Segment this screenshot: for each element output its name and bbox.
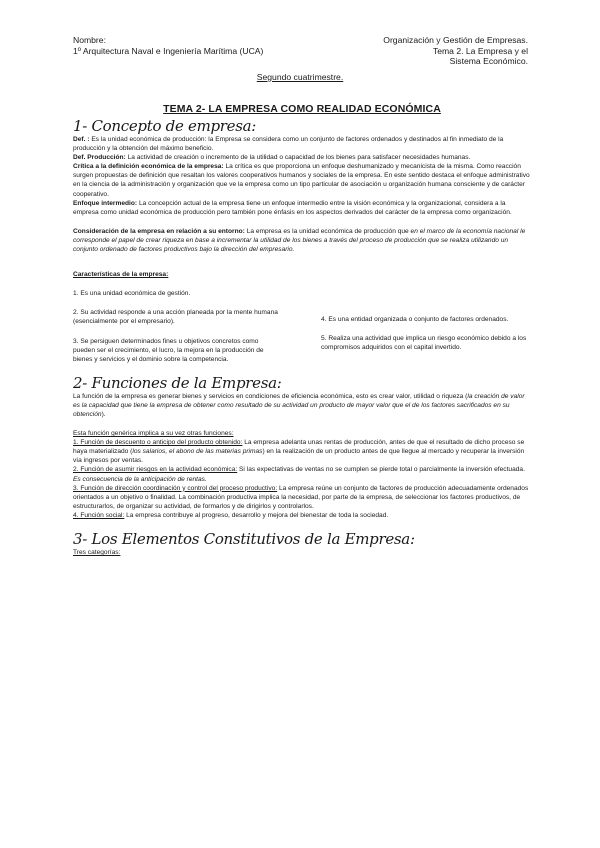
funciones-subtitle: Esta función genérica implica a su vez otras funciones: [73,430,234,438]
section2-title: 2- Funciones de la Empresa: [73,373,282,392]
funcion4-label: 4. Función social: [73,511,125,519]
def2-paragraph [73,153,531,162]
enfoque-text: La concepción actual de la empresa tiene un enfoque intermedio entre la visión económica y la organizacional, considera a la empresa como unidad económica de producción pero también pone énfasis en los aspectos derivados del carácter de la empresa como organización. [73,199,512,216]
funcion1-italic: los salarios, el abono de las materias primas [132,448,263,456]
funciones-intro [73,392,531,419]
funcion2-paragraph [73,465,531,483]
header-semester: Segundo cuatrimestre. [256,72,344,82]
consideracion-paragraph [73,227,531,254]
funcion2-italic: Es consecuencia de la anticipación de rentas. [73,475,207,483]
funcion3-label: 3. Función de dirección coordinación y control del proceso productivo: [73,484,278,492]
enfoque-label: Enfoque intermedio: [73,199,138,207]
header-topic-cont: Sistema Económico. [449,56,528,66]
funcion3-text: La empresa reúne un conjunto de factores de producción adecuadamente ordenados orientados a un objetivo o finalidad. La combinación productiva implica la necesidad, por parte de la empresa, de seleccionar los factores productivos, de estructurarlos, de organizar su actividad, de formarlos y de dirigirlos y controlarlos. [73,484,529,510]
caracteristicas-title: Características de la empresa: [73,271,169,279]
caracteristicas-left [73,289,279,374]
funcion2-text: Si las expectativas de ventas no se cumplen se pierde total o parcialmente la inversión efectuada. [237,466,525,474]
critica-label: Crítica a la definición económica de la empresa: [73,163,224,171]
caracteristica-item: 4. Es una entidad organizada o conjunto de factores ordenados. [321,316,509,324]
def1-paragraph [73,135,531,153]
funciones-intro-end: ). [101,410,106,418]
critica-paragraph [73,162,531,198]
section3-title: 3- Los Elementos Constitutivos de la Empresa: [73,530,415,548]
funcion3-paragraph [73,484,531,511]
funcion2-label: 2. Función de asumir riesgos en la actividad económica: [73,466,238,474]
critica-text: La crítica es que proporciona un enfoque deshumanizado y mecanicista de la misma. Como reacción surgen propuestas de definición que resaltan los valores cooperativos humanos y sociales de la empresa. En este sentido destaca el enfoque administrativo en la ciencia de la administración y organización que ve la empresa como un tipo particular de asociación u organización humana consciente y de carácter cooperativo. [73,163,530,198]
funcion4-text: La empresa contribuye al progreso, desarrollo y mejora del bienestar de toda la sociedad. [124,511,389,519]
funcion1-paragraph [73,438,531,465]
def1-label: Def. : [73,136,90,143]
funcion4-paragraph [73,511,531,520]
funcion1-end: ) en la realización de un producto antes de que llegue al mercado y recuperar la inversión vía ingresos por ventas. [73,448,525,465]
section3-subtitle: Tres categorías: [73,549,121,556]
funciones-intro-italic: la creación de valor es la capacidad que tiene la empresa de obtener como resultado de su actividad un producto de mayor valor que el de los factores sacrificados en su obtención [73,392,525,418]
funciones-intro-text: La función de la empresa es generar bienes y servicios en condiciones de eficiencia económica, esto es crear valor, utilidad o riqueza ( [73,392,468,400]
header-left [73,35,263,56]
caracteristica-item: 5. Realiza una actividad que implica un riesgo económico debido a los compromisos adquiridos con el capital invertido. [321,335,527,352]
header-course: 1º Arquitectura Naval e Ingeniería Marítima (UCA) [73,45,264,56]
header-right [383,35,528,67]
header-name-label: Nombre: [73,35,106,45]
consideracion-italic: en el marco de la economía nacional le corresponde el papel de crear riqueza en base a incrementar la utilidad de los bienes a través del proceso de producción que se realiza utilizando un conjunto ordenado de factores productivos bajo la dirección del empresario. [73,227,526,254]
section1-title: 1- Concepto de empresa: [73,117,257,135]
header-subject: Organización y Gestión de Empresas. [383,35,528,45]
funcion1-label: 1. Función de descuento o anticipo del producto obtenido: [73,439,243,447]
consideracion-text: La empresa es la unidad económica de producción que [244,227,411,235]
caracteristica-item: 3. Se persiguen determinados fines u objetivos concretos como pueden ser el crecimiento, el lucro, la mejora en la producción de bienes y servicios y el dominio sobre la competencia. [73,337,264,363]
caracteristicas-right [321,289,531,374]
funcion1-text: La empresa adelanta unas rentas de producción, antes de que el resultado de dicho proceso se haya materializado ( [73,439,525,456]
consideracion-label: Consideración de la empresa en relación a su entorno: [73,227,245,235]
def1-text: Es la unidad económica de producción: la Empresa se considera como un conjunto de factores ordenados y destinados al fin inmediato de la producción y la obtención del máximo beneficio. [73,136,504,153]
header-topic: Tema 2. La Empresa y el [432,45,528,56]
caracteristica-item: 2. Su actividad responde a una acción planeada por la mente humana (esencialmente por el empresario). [73,309,278,326]
def2-text: La actividad de creación o incremento de la utilidad o capacidad de los bienes para satisfacer necesidades humanas. [125,154,471,162]
caracteristica-item: 1. Es una unidad económica de gestión. [73,290,191,298]
main-title: TEMA 2- LA EMPRESA COMO REALIDAD ECONÓMICA [163,103,441,115]
enfoque-paragraph [73,199,531,217]
document-body [73,103,531,557]
def2-label: Def. Producción: [73,154,126,162]
caracteristicas-columns [73,289,531,374]
